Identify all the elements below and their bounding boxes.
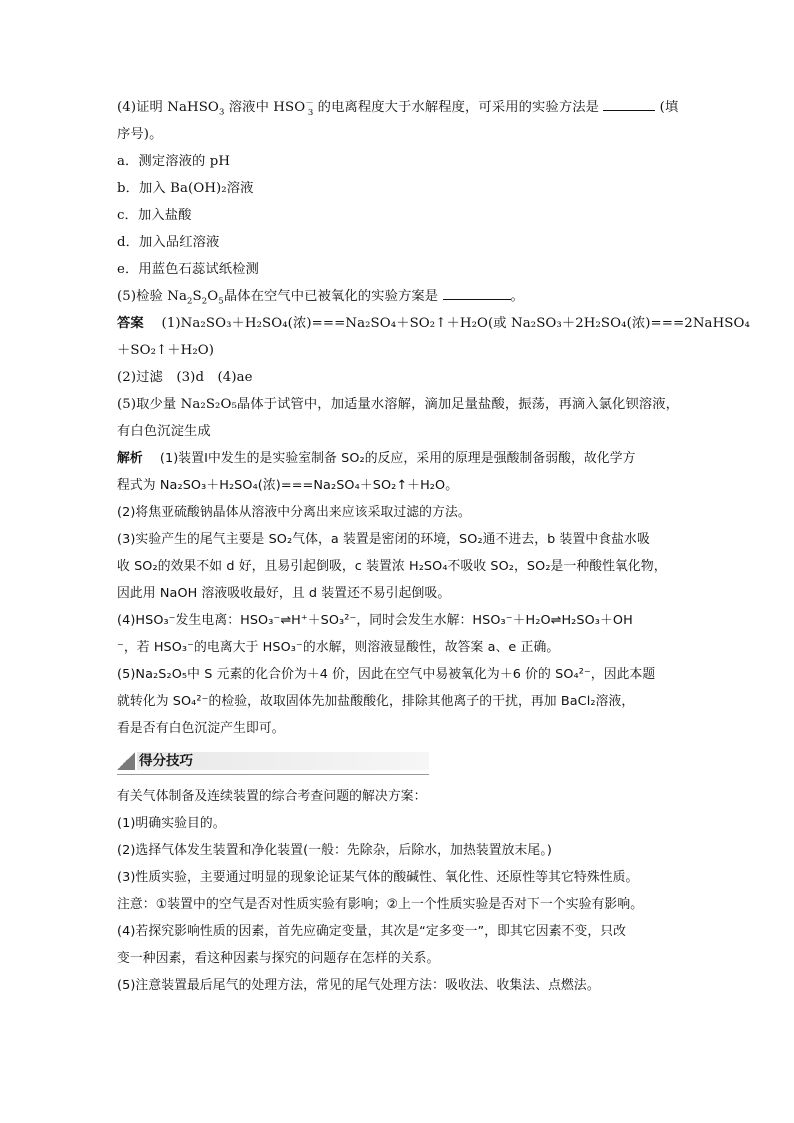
analysis-line-9: (5)Na₂S₂O₅中 S 元素的化合价为＋4 价，因此在空气中易被氧化为＋6 价的 SO₄²⁻，因此本题 bbox=[117, 667, 656, 682]
answer-blank-q5[interactable] bbox=[443, 287, 511, 300]
analysis-line-8: ⁻，若 HSO₃⁻的电离大于 HSO₃⁻的水解，则溶液显酸性，故答案 a、e 正确。 bbox=[117, 640, 560, 655]
skill-line-6: (4)若探究影响性质的因素，首先应确定变量，其次是“定多变一”，即其它因素不变，只改 bbox=[117, 924, 627, 939]
analysis-line-2: 程式为 Na₂SO₃＋H₂SO₄(浓)===Na₂SO₄＋SO₂↑＋H₂O。 bbox=[117, 478, 459, 493]
answer-label: 答案 bbox=[117, 316, 144, 331]
skill-section-header bbox=[117, 748, 429, 775]
skill-title: 得分技巧 bbox=[139, 753, 193, 769]
question-4-line-2: 序号)。 bbox=[117, 127, 163, 142]
option-a: a．测定溶液的 pH bbox=[117, 154, 231, 169]
skill-line-4: (3)性质实验，主要通过明显的现象论证某气体的酸碱性、氧化性、还原性等其它特殊性质。 bbox=[117, 870, 639, 885]
analysis-line-1: 解析 (1)装置Ⅰ中发生的是实验室制备 SO₂的反应，采用的原理是强酸制备弱酸，故化学方 bbox=[117, 451, 636, 466]
content-column bbox=[117, 94, 750, 999]
analysis-line-7: (4)HSO₃⁻发生电离：HSO₃⁻⇌H⁺＋SO₃²⁻，同时会发生水解：HSO₃⁻＋H₂O⇌H₂SO₃＋OH bbox=[117, 613, 633, 628]
analysis-line-5: 收 SO₂的效果不如 d 好，且易引起倒吸，c 装置浓 H₂SO₄不吸收 SO₂，SO₂是一种酸性氧化物， bbox=[117, 559, 667, 574]
answer-blank-q4[interactable] bbox=[603, 98, 655, 111]
corner-triangle-icon bbox=[117, 752, 135, 770]
skill-line-3: (2)选择气体发生装置和净化装置(一般：先除杂，后除水，加热装置放末尾。) bbox=[117, 843, 552, 858]
answer-line-2: ＋SO₂↑＋H₂O) bbox=[117, 343, 215, 358]
skill-line-8: (5)注意装置最后尾气的处理方法，常见的尾气处理方法：吸收法、收集法、点燃法。 bbox=[117, 978, 600, 993]
answer-line-4: (5)取少量 Na₂S₂O₅晶体于试管中，加适量水溶解，滴加足量盐酸，振荡，再滴入氯化钡溶液， bbox=[117, 397, 680, 412]
skill-line-2: (1)明确实验目的。 bbox=[117, 816, 226, 831]
option-e: e．用蓝色石蕊试纸检测 bbox=[117, 262, 259, 277]
skill-line-7: 变一种因素，看这种因素与探究的问题存在怎样的关系。 bbox=[117, 951, 440, 966]
analysis-line-11: 看是否有白色沉淀产生即可。 bbox=[117, 721, 285, 736]
analysis-line-3: (2)将焦亚硫酸钠晶体从溶液中分离出来应该采取过滤的方法。 bbox=[117, 505, 471, 520]
question-5: (5)检验 $Na_2S_2O_5$晶体在空气中已被氧化的实验方案是 。 bbox=[117, 289, 524, 307]
analysis-line-10: 就转化为 SO₄²⁻的检验，故取固体先加盐酸酸化，排除其他离子的干扰，再加 BaCl₂溶液， bbox=[117, 694, 635, 709]
question-4-line-1: (4)证明 NaHSO$_3$ 溶液中 $HSO^-_3$ 的电离程度大于水解程度，可采用的实验方法是 (填 bbox=[117, 98, 679, 118]
option-c: c．加入盐酸 bbox=[117, 208, 192, 223]
option-b: b．加入 Ba(OH)₂溶液 bbox=[117, 181, 254, 196]
answer-line-1: 答案 (1)Na₂SO₃＋H₂SO₄(浓)===Na₂SO₄＋SO₂↑＋H₂O(或 Na₂SO₃＋2H₂SO₄(浓)===2NaHSO₄ bbox=[117, 316, 750, 331]
answer-line-3: (2)过滤 (3)d (4)ae bbox=[117, 370, 253, 385]
analysis-label: 解析 bbox=[117, 451, 143, 466]
analysis-line-6: 因此用 NaOH 溶液吸收最好，且 d 装置还不易引起倒吸。 bbox=[117, 586, 451, 601]
skill-line-1: 有关气体制备及连续装置的综合考查问题的解决方案： bbox=[117, 789, 427, 804]
analysis-line-4: (3)实验产生的尾气主要是 SO₂气体，a 装置是密闭的环境，SO₂通不进去，b 装置中食盐水吸 bbox=[117, 532, 650, 547]
skill-line-5: 注意：①装置中的空气是否对性质实验有影响；②上一个性质实验是否对下一个实验有影响。 bbox=[117, 897, 644, 912]
answer-line-5: 有白色沉淀生成 bbox=[117, 424, 211, 439]
option-d: d．加入品红溶液 bbox=[117, 235, 220, 250]
